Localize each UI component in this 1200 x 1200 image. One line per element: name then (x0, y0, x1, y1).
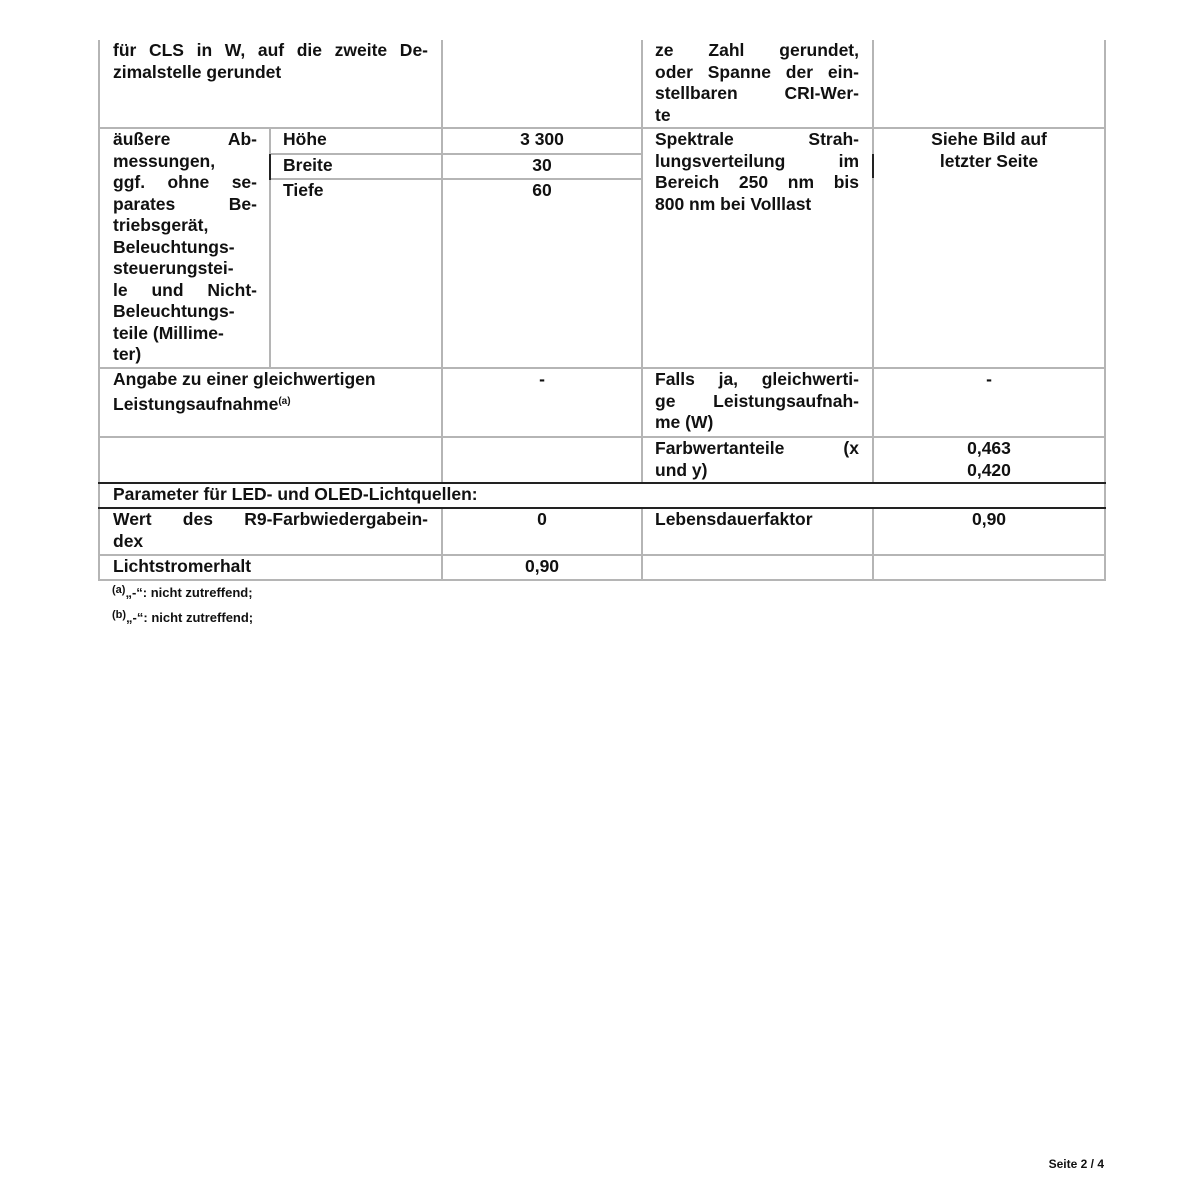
text-line: ggf. ohne se- (113, 172, 257, 192)
text-line: steuerungstei- (113, 258, 234, 278)
text-line: triebsgerät, (113, 215, 209, 235)
text-line: für CLS in W, auf die zweite De- (113, 40, 428, 60)
text-line: 800 nm bei Volllast (655, 193, 812, 214)
text-line: oder Spanne der ein- (655, 61, 859, 82)
text-line: Beleuchtungs- (113, 301, 235, 321)
table-border-left (98, 40, 100, 581)
breite-value: 30 (532, 155, 552, 175)
footnote-mark: (b) (112, 609, 127, 621)
chromaticity-y: 0,420 (967, 459, 1011, 480)
hoehe-label: Höhe (283, 129, 327, 149)
equivalent-power-value: - (539, 369, 545, 389)
spectral-distribution-value (874, 129, 1104, 172)
chromaticity-values (874, 438, 1104, 481)
r9-value: 0 (537, 509, 547, 529)
r9-label (113, 509, 428, 552)
text-line: und y) (655, 459, 708, 480)
page-number: Seite 2 / 4 (1048, 1157, 1104, 1171)
text-line: Wert des R9-Farbwiedergabein- (113, 509, 428, 529)
table-border-bottom (98, 579, 1106, 581)
lifetime-factor-value: 0,90 (971, 509, 1007, 529)
text-line: Bereich 250 nm bis (655, 172, 859, 192)
text-line: äußere Ab- (113, 129, 257, 149)
text-line: lungsverteilung im (655, 150, 859, 171)
table-border-right (1104, 40, 1106, 581)
breite-label: Breite (283, 155, 333, 175)
column-divider (641, 508, 643, 581)
footnote-ref: (a) (278, 395, 291, 407)
lumen-maintenance-value: 0,90 (524, 556, 560, 576)
footnote-mark: (a) (112, 584, 126, 596)
lifetime-factor-label: Lebensdauerfaktor (655, 509, 813, 529)
column-divider (872, 40, 874, 482)
equivalent-power-detail-value: - (986, 369, 992, 389)
column-divider (641, 40, 643, 482)
text-fragment: Leistungsaufnahme (113, 393, 279, 414)
text-line: dex (113, 530, 144, 551)
hoehe-value: 3 300 (520, 129, 564, 149)
text-line: te (655, 104, 671, 125)
text-line: zimalstelle gerundet (113, 61, 282, 82)
text-line: le und Nicht- (113, 279, 257, 300)
dimensions-label (113, 129, 257, 366)
tiefe-value: 60 (532, 180, 552, 200)
text-line (113, 391, 433, 416)
chromaticity-x: 0,463 (967, 438, 1011, 458)
chromaticity-label (655, 438, 859, 481)
text-line: Siehe Bild auf (931, 129, 1047, 149)
footnote (112, 609, 253, 625)
footnote-text: „-“: nicht zutreffend; (125, 585, 253, 600)
footnote (112, 584, 253, 600)
text-line: Spektrale Strah- (655, 129, 859, 149)
text-line: stellbaren CRI-Wer- (655, 83, 859, 103)
text-line: me (W) (655, 412, 714, 432)
column-divider (441, 40, 443, 482)
spectral-distribution-label (655, 129, 859, 215)
text-line: Angabe zu einer gleichwertigen (113, 369, 376, 389)
tiefe-label: Tiefe (283, 180, 324, 200)
footnote-text: „-“: nicht zutreffend; (126, 610, 254, 625)
text-line: ter) (113, 344, 142, 364)
equivalent-power-label (113, 369, 433, 415)
text-line: ze Zahl gerundet, (655, 40, 859, 60)
text-line: Farbwertanteile (x (655, 438, 859, 458)
equivalent-power-detail-label (655, 369, 859, 434)
text-line: Falls ja, gleichwerti- (655, 369, 859, 389)
text-line: teile (Millime- (113, 322, 224, 343)
cri-range-label (655, 40, 859, 126)
lumen-maintenance-label: Lichtstromerhalt (113, 556, 252, 576)
text-line: letzter Seite (939, 150, 1039, 171)
text-line: parates Be- (113, 193, 257, 214)
led-section-header: Parameter für LED- und OLED-Lichtquellen: (113, 484, 478, 504)
cell-edge-mark (269, 154, 271, 180)
cls-rounding-label (113, 40, 428, 83)
text-line: ge Leistungsaufnah- (655, 390, 859, 411)
text-line: Beleuchtungs- (113, 236, 235, 257)
text-line: messungen, (113, 150, 216, 171)
